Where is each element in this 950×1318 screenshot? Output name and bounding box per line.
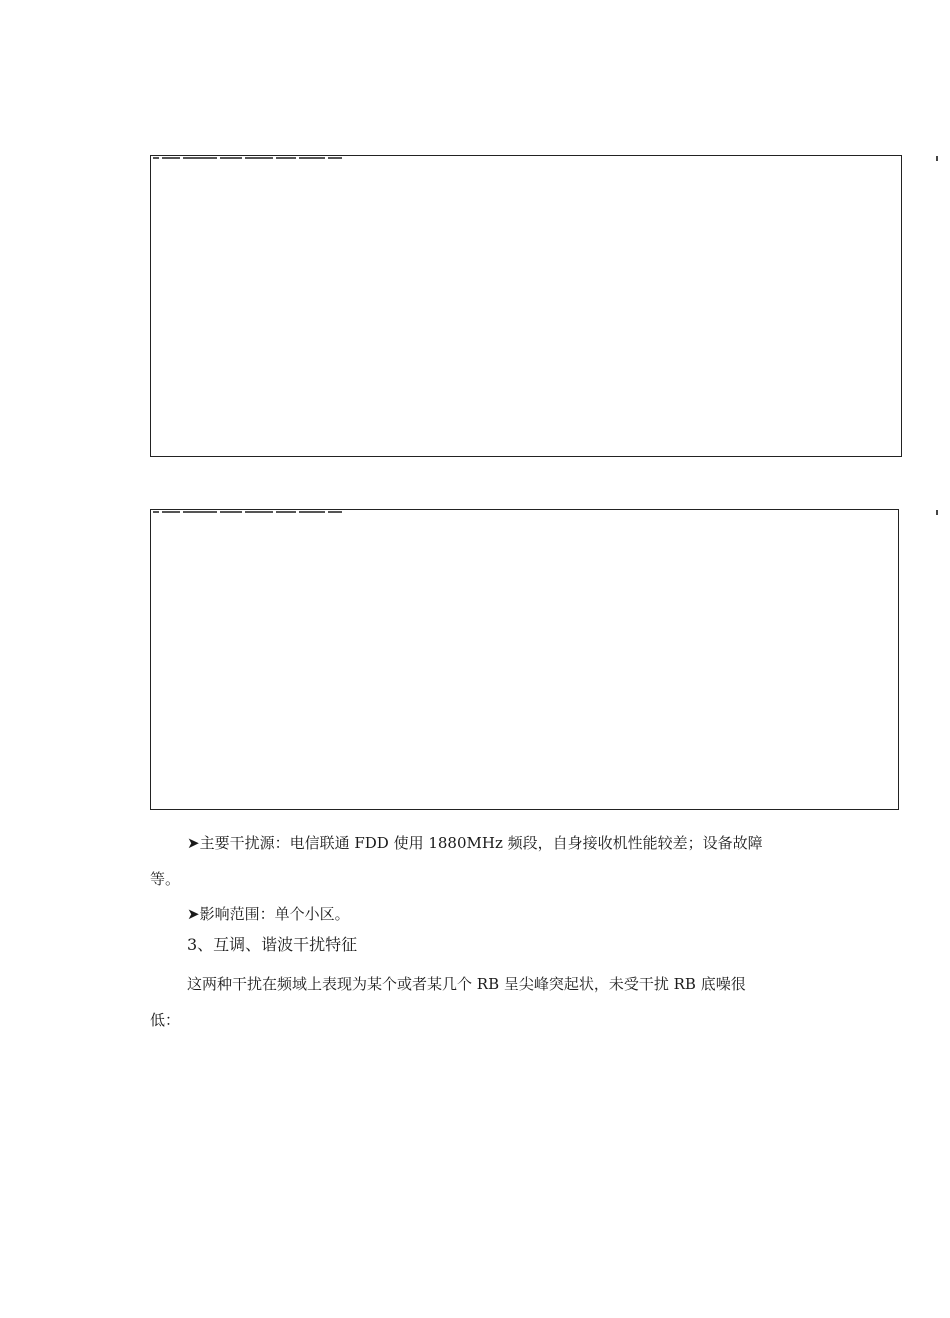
impact-scope-line: ➤影响范围：单个小区。	[187, 905, 350, 923]
figure-2-tiny-caption	[153, 511, 343, 515]
page-edge-mark	[936, 510, 938, 515]
figure-frame-1	[150, 155, 902, 457]
body-paragraph-line-continued: 低：	[150, 1011, 181, 1029]
page-edge-mark	[936, 156, 938, 161]
figure-frame-2	[150, 509, 899, 810]
figure-1-tiny-caption	[153, 157, 343, 161]
interference-source-line-continued: 等。	[150, 870, 181, 888]
interference-source-line: ➤主要干扰源：电信联通 FDD 使用 1880MHz 频段，自身接收机性能较差；设备故障	[187, 834, 763, 852]
section-heading: 3、互调、谐波干扰特征	[187, 935, 358, 954]
body-paragraph-line: 这两种干扰在频域上表现为某个或者某几个 RB 呈尖峰突起状，未受干扰 RB 底噪很	[187, 975, 746, 993]
